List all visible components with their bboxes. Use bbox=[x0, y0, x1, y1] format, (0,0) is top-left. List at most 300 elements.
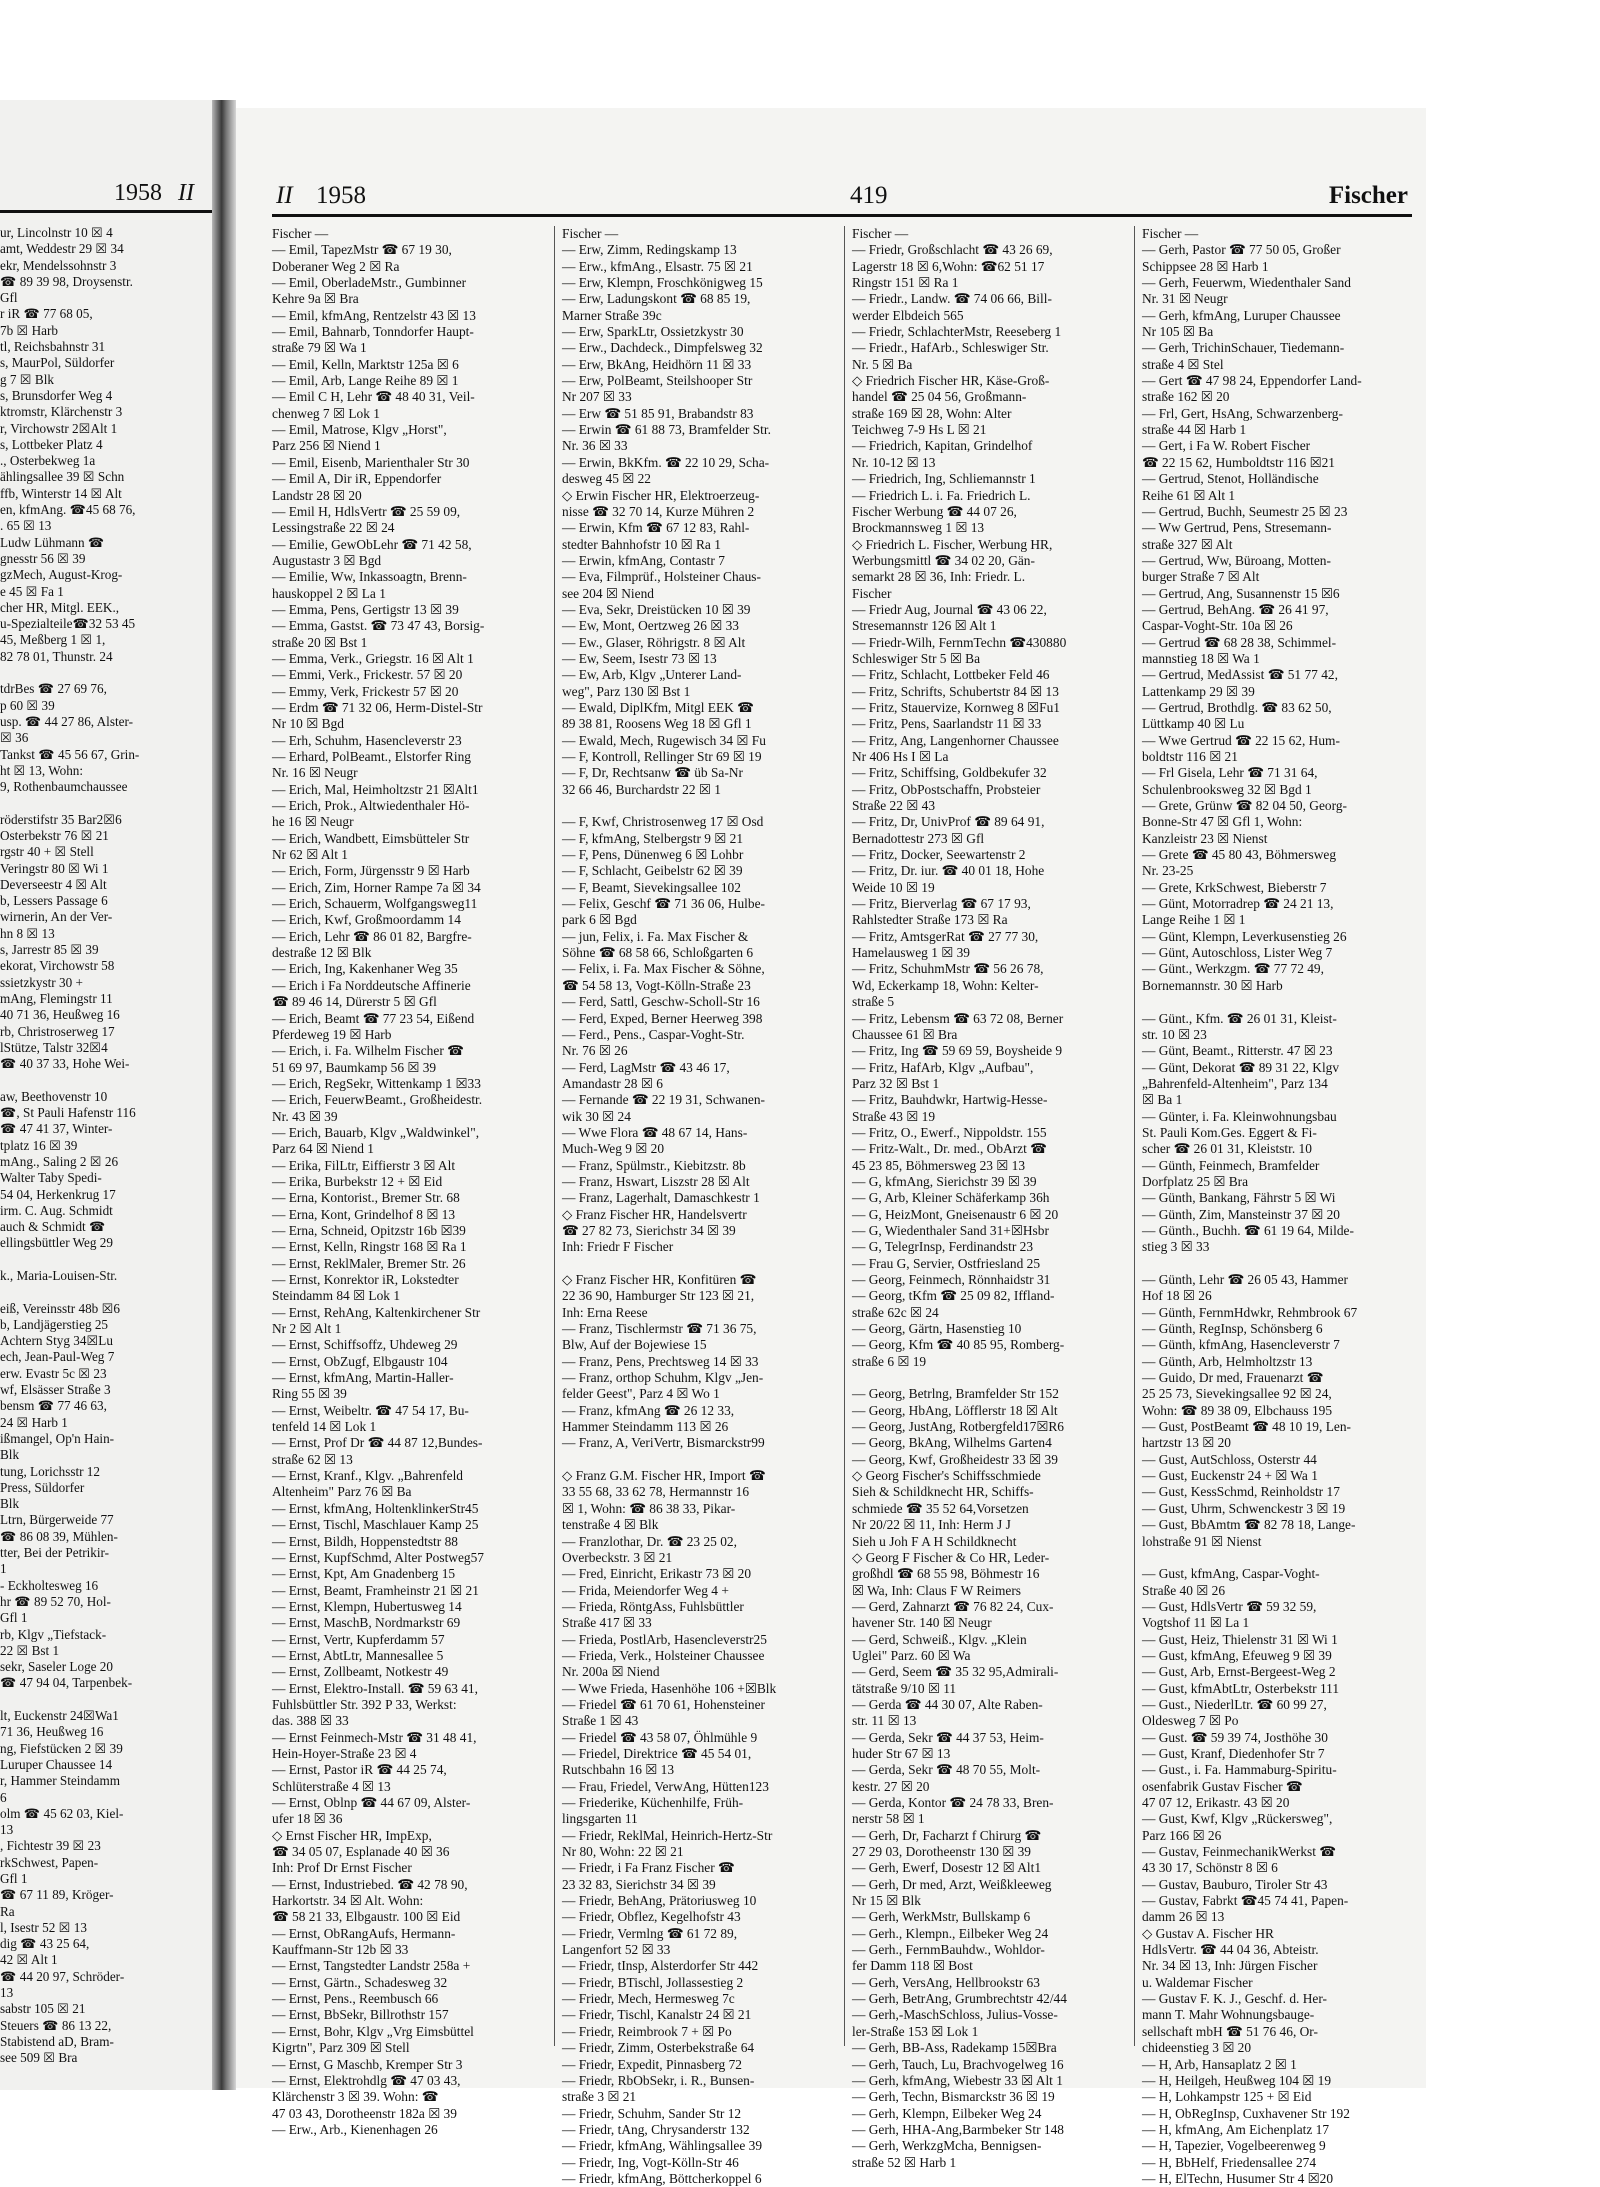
directory-entry: Lagerstr 18 ☒ 6,Wohn: ☎62 51 17 bbox=[852, 258, 1045, 274]
directory-entry: str. 11 ☒ 13 bbox=[852, 1713, 917, 1729]
directory-entry: — Erich, Kwf, Großmoordamm 14 bbox=[272, 912, 461, 928]
column-4 bbox=[1142, 226, 1414, 2186]
directory-entry: — Fritz, Ing ☎ 59 69 59, Boysheide 9 bbox=[852, 1043, 1063, 1059]
directory-entry: — Günter, i. Fa. Kleinwohnungsbau bbox=[1142, 1108, 1337, 1124]
directory-entry: 32 66 46, Burchardstr 22 ☒ 1 bbox=[562, 781, 721, 797]
directory-entry: ◇ Franz Fischer HR, Handelsvertr bbox=[562, 1206, 747, 1222]
directory-entry: he 16 ☒ Neugr bbox=[272, 814, 354, 830]
directory-entry: Nr 406 Hs I ☒ La bbox=[852, 749, 949, 764]
directory-entry: — Gerh, Dr, Facharzt f Chirurg ☎ bbox=[852, 1827, 1042, 1843]
directory-entry: ◇ Friedrich Fischer HR, Käse-Groß- bbox=[852, 373, 1050, 389]
directory-entry: — Gust, Heiz, Thielenstr 31 ☒ Wi 1 bbox=[1142, 1631, 1338, 1647]
directory-entry: Chaussee 61 ☒ Bra bbox=[852, 1026, 958, 1042]
directory-entry: — Erwin, BkKfm. ☎ 22 10 29, Scha- bbox=[562, 454, 770, 470]
directory-entry: Nr 62 ☒ Alt 1 bbox=[272, 847, 348, 863]
directory-entry: — Gertrud, Buchh, Seumestr 25 ☒ 23 bbox=[1142, 503, 1348, 519]
directory-entry: — Gerda ☎ 44 30 07, Alte Raben- bbox=[852, 1696, 1043, 1712]
directory-entry: — Erna, Kont, Grindelhof 8 ☒ 13 bbox=[272, 1206, 456, 1222]
directory-entry: Sieh & Schildknecht HR, Schiffs- bbox=[852, 1484, 1034, 1500]
directory-entry bbox=[562, 1452, 834, 1468]
directory-entry: — Günt, Klempn, Leverkusenstieg 26 bbox=[1142, 928, 1347, 944]
directory-entry: Reihe 61 ☒ Alt 1 bbox=[1142, 487, 1236, 503]
directory-entry: — Ewald, DiplKfm, Mitgl EEK ☎ bbox=[562, 699, 754, 715]
directory-entry: — Ernst, Bohr, Klgv „Vrg Eimsbüttel bbox=[272, 2023, 474, 2039]
directory-entry: — Gerh, Dr med, Arzt, Weißkleeweg bbox=[852, 1876, 1052, 1892]
directory-entry: — Erna, Kontorist., Bremer Str. 68 bbox=[272, 1190, 460, 1206]
directory-entry: — Franz, Pens, Prechtsweg 14 ☒ 33 bbox=[562, 1353, 759, 1369]
directory-entry: — Ernst, Elektrohdlg ☎ 47 03 43, bbox=[272, 2072, 461, 2088]
directory-entry: — Gust, Uhrm, Schwenckestr 3 ☒ 19 bbox=[1142, 1500, 1346, 1516]
directory-entry: — Friedr, Ing, Vogt-Kölln-Str 46 bbox=[562, 2154, 739, 2170]
previous-page-strip bbox=[0, 100, 212, 2090]
directory-entry: — Gertrud, Stenot, Holländische bbox=[1142, 471, 1319, 487]
previous-page-line: hn 8 ☒ 13 bbox=[0, 925, 55, 941]
directory-entry: — F, Schlacht, Geibelstr 62 ☒ 39 bbox=[562, 863, 743, 879]
previous-page-line: Osterbekstr 76 ☒ 21 bbox=[0, 827, 109, 843]
directory-columns bbox=[272, 226, 1412, 2186]
previous-page-line: tter, Bei der Petrikir- bbox=[0, 1545, 110, 1561]
directory-entry: — Ew, Seem, Isestr 73 ☒ 13 bbox=[562, 650, 717, 666]
previous-page-line: wirnerin, An der Ver- bbox=[0, 909, 113, 925]
directory-entry: — Günth, Feinmech, Bramfelder bbox=[1142, 1157, 1320, 1173]
directory-entry: — Gerh, Ewerf, Dosestr 12 ☒ Alt1 bbox=[852, 1860, 1042, 1876]
directory-entry: destraße 12 ☒ Blk bbox=[272, 945, 372, 961]
directory-entry: — Felix, Geschf ☎ 71 36 06, Hulbe- bbox=[562, 896, 766, 912]
previous-page-line: ., Osterbekweg 1a bbox=[0, 453, 96, 469]
directory-entry: — Friedel ☎ 61 70 61, Hohensteiner bbox=[562, 1696, 765, 1712]
previous-page-line: l, Isestr 52 ☒ 13 bbox=[0, 1919, 87, 1935]
directory-entry: — Friedr, kfmAng, Wählingsallee 39 bbox=[562, 2138, 763, 2154]
directory-entry: — Ernst, Vertr, Kupferdamm 57 bbox=[272, 1631, 445, 1647]
previous-page-line: Stabistend aD, Bram- bbox=[0, 2033, 114, 2049]
directory-entry: — Gerd, Seem ☎ 35 32 95,Admirali- bbox=[852, 1664, 1059, 1680]
directory-entry: tenfeld 14 ☒ Lok 1 bbox=[272, 1419, 377, 1435]
directory-entry: Sieh u Joh F A H Schildknecht bbox=[852, 1533, 1017, 1549]
directory-entry: ☎ 27 82 73, Sierichstr 34 ☒ 39 bbox=[562, 1222, 736, 1238]
previous-page-line: - Eckholtesweg 16 bbox=[0, 1577, 99, 1593]
directory-entry: — Friedr-Wilh, FernmTechn ☎430880 bbox=[852, 634, 1067, 650]
directory-entry: — F, Kontroll, Rellinger Str 69 ☒ 19 bbox=[562, 749, 762, 764]
directory-entry: Weide 10 ☒ 19 bbox=[852, 879, 935, 895]
previous-page-line: r, Virchowstr 2☒Alt 1 bbox=[0, 420, 118, 436]
previous-page-line: ☎ 47 94 04, Tarpenbek- bbox=[0, 1675, 133, 1691]
previous-page-line: r, Hammer Steindamm bbox=[0, 1773, 120, 1789]
directory-entry: — Friedel, Direktrice ☎ 45 54 01, bbox=[562, 1745, 752, 1761]
directory-entry: — Günth, Lehr ☎ 26 05 43, Hammer bbox=[1142, 1272, 1348, 1287]
directory-entry: Lüttkamp 40 ☒ Lu bbox=[1142, 716, 1245, 732]
directory-entry: — Erich, Wandbett, Eimsbütteler Str bbox=[272, 830, 470, 846]
directory-entry: Straße 417 ☒ 33 bbox=[562, 1615, 652, 1631]
directory-entry: — Günt, Autoschloss, Lister Weg 7 bbox=[1142, 945, 1333, 961]
directory-entry: — Erich, FeuerwBeamt., Großheidestr. bbox=[272, 1092, 483, 1108]
directory-entry: — Gerd, Schweiß., Klgv. „Klein bbox=[852, 1631, 1027, 1647]
directory-entry: — G, Wiedenthaler Sand 31+☒Hsbr bbox=[852, 1222, 1049, 1238]
directory-page bbox=[236, 108, 1426, 2186]
page-keyword: Fischer bbox=[1328, 182, 1408, 209]
directory-entry: Söhne ☎ 68 58 66, Schloßgarten 6 bbox=[562, 945, 754, 961]
directory-entry: — Gerda, Sekr ☎ 48 70 55, Molt- bbox=[852, 1762, 1041, 1778]
directory-entry: — G, Arb, Kleiner Schäferkamp 36h bbox=[852, 1190, 1050, 1206]
directory-entry: straße 79 ☒ Wa 1 bbox=[272, 340, 367, 356]
previous-page-line: Ltrn, Bürgerweide 77 bbox=[0, 1512, 114, 1528]
directory-entry: Amandastr 28 ☒ 6 bbox=[562, 1075, 663, 1091]
directory-entry: — Erwin, kfmAng, Contastr 7 bbox=[562, 552, 725, 568]
previous-page-line: lt, Euckenstr 24☒Wa1 bbox=[0, 1708, 119, 1724]
directory-entry: 27 29 03, Dorotheenstr 130 ☒ 39 bbox=[852, 1844, 1031, 1860]
directory-entry: Landstr 28 ☒ 20 bbox=[272, 487, 362, 503]
previous-page-line: 22 ☒ Bst 1 bbox=[0, 1642, 60, 1658]
directory-entry: — Ernst, Prof Dr ☎ 44 87 12,Bundes- bbox=[272, 1435, 483, 1451]
directory-entry: — Ernst, Elektro-Install. ☎ 59 63 41, bbox=[272, 1680, 478, 1696]
directory-entry: — H, Arb, Hansaplatz 2 ☒ 1 bbox=[1142, 2056, 1297, 2072]
directory-entry: — Franz, A, VeriVertr, Bismarckstr99 bbox=[562, 1435, 765, 1451]
directory-entry: — Emil, OberladeMstr., Gumbinner bbox=[272, 275, 467, 291]
directory-entry: Nr 105 ☒ Ba bbox=[1142, 324, 1214, 340]
column-3 bbox=[852, 226, 1124, 2170]
directory-entry: Nr. 43 ☒ 39 bbox=[272, 1108, 338, 1124]
directory-entry: — Frieda, PostlArb, Hasencleverstr25 bbox=[562, 1631, 767, 1647]
directory-entry: — Fritz, Bierverlag ☎ 67 17 93, bbox=[852, 896, 1031, 912]
previous-page-line: 7b ☒ Harb bbox=[0, 322, 58, 338]
previous-page-line: Veringstr 80 ☒ Wi 1 bbox=[0, 860, 109, 876]
previous-page-line: Deverseestr 4 ☒ Alt bbox=[0, 876, 107, 892]
directory-entry: — Ew, Mont, Oertzweg 26 ☒ 33 bbox=[562, 618, 740, 634]
directory-entry: — Ernst, G Maschb, Kremper Str 3 bbox=[272, 2056, 463, 2072]
directory-entry: — Gerh, HHA-Ang,Barmbeker Str 148 bbox=[852, 2121, 1064, 2137]
directory-entry: — Emil, kfmAng, Rentzelstr 43 ☒ 13 bbox=[272, 307, 476, 323]
directory-entry: — Ernst, BbSekr, Billrothstr 157 bbox=[272, 2007, 449, 2023]
directory-entry: — Friedr, tAng, Chrysanderstr 132 bbox=[562, 2121, 750, 2137]
column-2 bbox=[562, 226, 834, 2186]
directory-entry: lohstraße 91 ☒ Nienst bbox=[1142, 1533, 1262, 1549]
directory-entry: — Gerh., FernmBauhdw., Wohldor- bbox=[852, 1942, 1045, 1958]
directory-entry: Nr 10 ☒ Bgd bbox=[272, 716, 344, 732]
previous-page-year: 1958 bbox=[114, 180, 162, 206]
previous-page-line: e 45 ☒ Fa 1 bbox=[0, 583, 64, 599]
directory-entry: — Erich, Prok., Altwiedenthaler Hö- bbox=[272, 798, 470, 814]
directory-entry: straße 6 ☒ 19 bbox=[852, 1353, 927, 1369]
directory-entry: — Franz, Hswart, Liszstr 28 ☒ Alt bbox=[562, 1173, 750, 1189]
column-1 bbox=[272, 226, 544, 2137]
directory-entry: — Erwin, Kfm ☎ 67 12 83, Rahl- bbox=[562, 520, 750, 536]
previous-page-volume: II bbox=[178, 180, 194, 206]
previous-page-line: Ludw Lühmann ☎ bbox=[0, 534, 105, 550]
directory-entry: straße 162 ☒ 20 bbox=[1142, 389, 1230, 405]
previous-page-line: lStütze, Talstr 32☒4 bbox=[0, 1039, 108, 1055]
directory-entry: — Friedel ☎ 43 58 07, Öhlmühle 9 bbox=[562, 1729, 758, 1745]
previous-page-line: ech, Jean-Paul-Weg 7 bbox=[0, 1349, 115, 1365]
directory-entry: Parz 166 ☒ 26 bbox=[1142, 1827, 1222, 1843]
directory-entry: — Fred, Einricht, Erikastr 73 ☒ 20 bbox=[562, 1566, 752, 1582]
directory-entry: straße 327 ☒ Alt bbox=[1142, 536, 1233, 552]
directory-entry: — Gerh, TrichinSchauer, Tiedemann- bbox=[1142, 340, 1345, 356]
previous-page-line: en, kfmAng. ☎45 68 76, bbox=[0, 502, 136, 518]
directory-entry: — Ernst Feinmech-Mstr ☎ 31 48 41, bbox=[272, 1729, 477, 1745]
directory-entry: — Emil C H, Lehr ☎ 48 40 31, Veil- bbox=[272, 389, 475, 405]
directory-entry: — Erw, Ladungskont ☎ 68 85 19, bbox=[562, 291, 751, 307]
previous-page-line: olm ☎ 45 62 03, Kiel- bbox=[0, 1805, 124, 1821]
directory-entry: — Ww Gertrud, Pens, Stresemann- bbox=[1142, 520, 1332, 536]
previous-page-line: ellingsbüttler Weg 29 bbox=[0, 1235, 113, 1251]
directory-entry: — Frau G, Servier, Ostfriesland 25 bbox=[852, 1255, 1041, 1271]
volume-number: II bbox=[276, 182, 293, 209]
directory-entry: 23 32 83, Sierichstr 34 ☒ 39 bbox=[562, 1876, 716, 1892]
directory-entry: — Emil H, HdlsVertr ☎ 25 59 09, bbox=[272, 503, 461, 519]
previous-page-line bbox=[0, 1252, 205, 1268]
directory-entry: — Fritz, O., Ewerf., Nippoldstr. 155 bbox=[852, 1124, 1047, 1140]
previous-page-line: s, Brunsdorfer Weg 4 bbox=[0, 387, 113, 403]
directory-entry: — Gertrud, BehAng. ☎ 26 41 97, bbox=[1142, 601, 1329, 617]
previous-page-line: cher HR, Mitgl. EEK., bbox=[0, 599, 120, 615]
directory-entry: — H, ObRegInsp, Cuxhavener Str 192 bbox=[1142, 2105, 1350, 2121]
previous-page-line: ssietzkystr 30 + bbox=[0, 974, 83, 990]
directory-entry: Hammer Steindamm 113 ☒ 26 bbox=[562, 1419, 729, 1435]
directory-entry: — Gerh., Klempn., Eilbeker Weg 24 bbox=[852, 1925, 1049, 1941]
directory-entry: Teichweg 7-9 Hs L ☒ 21 bbox=[852, 422, 987, 438]
directory-entry: Nr. 10-12 ☒ 13 bbox=[852, 454, 936, 470]
directory-entry: — Erich, Ing, Kakenhaner Weg 35 bbox=[272, 961, 458, 977]
directory-entry: straße 62 ☒ 13 bbox=[272, 1451, 353, 1467]
directory-entry: — Friedr., Landw. ☎ 74 06 66, Bill- bbox=[852, 291, 1052, 307]
directory-entry: ◇ Gustav A. Fischer HR bbox=[1142, 1925, 1274, 1941]
directory-entry: Fuhlsbüttler Str. 392 P 33, Werkst: bbox=[272, 1696, 457, 1712]
directory-entry: — Gustav, FeinmechanikWerkst ☎ bbox=[1142, 1844, 1336, 1860]
directory-entry: Inh: Prof Dr Ernst Fischer bbox=[272, 1860, 412, 1876]
directory-entry: — Frl Gisela, Lehr ☎ 71 31 64, bbox=[1142, 765, 1318, 781]
directory-entry bbox=[1142, 1550, 1414, 1566]
directory-entry: — Emil, TapezMstr ☎ 67 19 30, bbox=[272, 242, 452, 258]
directory-entry: — Erich, Beamt ☎ 77 23 54, Eißend bbox=[272, 1010, 475, 1026]
directory-entry: stieg 3 ☒ 33 bbox=[1142, 1239, 1210, 1255]
previous-page-line: erw. Evastr 5c ☒ 23 bbox=[0, 1365, 107, 1381]
directory-entry: — Gert, i Fa W. Robert Fischer bbox=[1142, 438, 1311, 454]
directory-entry: Rutschbahn 16 ☒ 13 bbox=[562, 1762, 675, 1778]
directory-entry: — Ernst, Kpt, Am Gnadenberg 15 bbox=[272, 1566, 456, 1582]
directory-entry: Kauffmann-Str 12b ☒ 33 bbox=[272, 1942, 409, 1958]
directory-entry: — Fritz, Ang, Langenhorner Chaussee bbox=[852, 732, 1059, 748]
previous-page-line: ☎, St Pauli Hafenstr 116 bbox=[0, 1105, 136, 1121]
previous-page-line: Press, Süldorfer bbox=[0, 1479, 85, 1495]
directory-entry: — Wwe Flora ☎ 48 67 14, Hans- bbox=[562, 1124, 748, 1140]
directory-entry: — Gerda, Sekr ☎ 44 37 53, Heim- bbox=[852, 1729, 1044, 1745]
directory-entry: — Eva, Sekr, Dreistücken 10 ☒ 39 bbox=[562, 601, 751, 617]
directory-entry: — Georg, tKfm ☎ 25 09 82, Iffland- bbox=[852, 1288, 1055, 1304]
directory-entry: — Ernst, Kelln, Ringstr 168 ☒ Ra 1 bbox=[272, 1239, 467, 1255]
directory-entry: — H, Tapezier, Vogelbeerenweg 9 bbox=[1142, 2138, 1326, 2154]
directory-entry: — Fritz, Schrifts, Schubertstr 84 ☒ 13 bbox=[852, 683, 1059, 699]
directory-entry: — Ernst, Tischl, Maschlauer Kamp 25 bbox=[272, 1517, 479, 1533]
directory-entry: — Friedrich, Ing, Schliemannstr 1 bbox=[852, 471, 1036, 487]
directory-entry: Straße 40 ☒ 26 bbox=[1142, 1582, 1226, 1598]
directory-entry: 51 69 97, Baumkamp 56 ☒ 39 bbox=[272, 1059, 437, 1075]
directory-entry: — Ernst, MaschB, Nordmarkstr 69 bbox=[272, 1615, 461, 1631]
previous-page-line: p 60 ☒ 39 bbox=[0, 697, 55, 713]
previous-page-line: tplatz 16 ☒ 39 bbox=[0, 1137, 78, 1153]
directory-entry: — Gerh, Tauch, Lu, Brachvogelweg 16 bbox=[852, 2056, 1064, 2072]
directory-entry: — Franzlothar, Dr. ☎ 23 25 02, bbox=[562, 1533, 737, 1549]
directory-entry: kestr. 27 ☒ 20 bbox=[852, 1778, 930, 1794]
directory-entry: — Friedr, Schuhm, Sander Str 12 bbox=[562, 2105, 742, 2121]
directory-entry: Doberaner Weg 2 ☒ Ra bbox=[272, 258, 400, 274]
directory-entry: Schulenbrooksweg 32 ☒ Bgd 1 bbox=[1142, 781, 1312, 797]
directory-entry: — Gerh, WerkMstr, Bullskamp 6 bbox=[852, 1909, 1031, 1925]
directory-entry: Werbungsmittl ☎ 34 02 20, Gän- bbox=[852, 552, 1035, 568]
directory-entry: — Ernst, Bildh, Hoppenstedtstr 88 bbox=[272, 1533, 458, 1549]
directory-entry: — Friedr, Mech, Hermesweg 7c bbox=[562, 1991, 735, 2007]
directory-entry: — Franz, orthop Schuhm, Klgv „Jen- bbox=[562, 1370, 764, 1386]
directory-entry: — Erna, Schneid, Opitzstr 16b ☒39 bbox=[272, 1222, 466, 1238]
directory-entry: ☎ 22 15 62, Humboldtstr 116 ☒21 bbox=[1142, 454, 1335, 470]
previous-page-line: b, Lessers Passage 6 bbox=[0, 893, 108, 909]
directory-entry: — Fritz, Dr, UnivProf ☎ 89 64 91, bbox=[852, 814, 1045, 830]
directory-entry: — Grete ☎ 45 80 43, Böhmersweg bbox=[1142, 847, 1337, 863]
directory-entry: Nr 20/22 ☒ 11, Inh: Herm J J bbox=[852, 1517, 1011, 1533]
directory-entry: — Gertrud, Ang, Susannenstr 15 ☒6 bbox=[1142, 585, 1340, 601]
column-divider bbox=[844, 226, 845, 2046]
directory-entry: — Gust, kfmAbtLtr, Osterbekstr 111 bbox=[1142, 1680, 1340, 1696]
directory-entry: sellschaft mbH ☎ 51 76 46, Or- bbox=[1142, 2023, 1318, 2039]
directory-entry: Bornemannstr. 30 ☒ Harb bbox=[1142, 977, 1283, 993]
directory-entry: — Günt, Beamt., Ritterstr. 47 ☒ 23 bbox=[1142, 1043, 1333, 1059]
directory-entry: weg", Parz 130 ☒ Bst 1 bbox=[562, 683, 691, 699]
directory-entry: — Günth, kfmAng, Hasencleverstr 7 bbox=[1142, 1337, 1340, 1353]
directory-entry: — Fritz, Bauhdwkr, Hartwig-Hesse- bbox=[852, 1092, 1048, 1108]
directory-entry: — Erwin ☎ 61 88 73, Bramfelder Str. bbox=[562, 422, 771, 438]
directory-entry: — Ernst, Gärtn., Schadesweg 32 bbox=[272, 1974, 448, 1990]
directory-entry: Dorfplatz 25 ☒ Bra bbox=[1142, 1173, 1249, 1189]
previous-page-line: 13 bbox=[0, 1985, 14, 2001]
previous-page-line: sabstr 105 ☒ 21 bbox=[0, 2001, 86, 2017]
directory-entry: — Erich, Bauarb, Klgv „Waldwinkel", bbox=[272, 1124, 480, 1140]
directory-entry: — Günth, FernmHdwkr, Rehmbrook 67 bbox=[1142, 1304, 1358, 1320]
directory-entry: straße 62c ☒ 24 bbox=[852, 1304, 939, 1320]
directory-entry: — Günth., Buchh. ☎ 61 19 64, Milde- bbox=[1142, 1222, 1354, 1238]
directory-entry: — Wwe Gertrud ☎ 22 15 62, Hum- bbox=[1142, 732, 1340, 748]
previous-page-line: ng, Fiefstücken 2 ☒ 39 bbox=[0, 1740, 123, 1756]
directory-entry: Hein-Hoyer-Straße 23 ☒ 4 bbox=[272, 1745, 417, 1761]
previous-page-line: Walter Taby Spedi- bbox=[0, 1170, 102, 1186]
directory-entry: Parz 32 ☒ Bst 1 bbox=[852, 1075, 940, 1091]
directory-entry: — Gust, Kranf, Diedenhofer Str 7 bbox=[1142, 1745, 1325, 1761]
directory-entry: Inh: Friedr F Fischer bbox=[562, 1239, 674, 1255]
previous-page-line: irm. C. Aug. Schmidt bbox=[0, 1202, 113, 1218]
page-header bbox=[272, 178, 1412, 217]
directory-entry: tätstraße 9/10 ☒ 11 bbox=[852, 1680, 957, 1696]
directory-entry: hartzstr 13 ☒ 20 bbox=[1142, 1435, 1231, 1451]
previous-page-line: ☎ 47 41 37, Winter- bbox=[0, 1121, 113, 1137]
directory-entry: — Ernst, Schiffsoffz, Uhdeweg 29 bbox=[272, 1337, 458, 1353]
directory-entry: Vogtshof 11 ☒ La 1 bbox=[1142, 1615, 1250, 1631]
previous-page-line: auch & Schmidt ☎ bbox=[0, 1219, 106, 1235]
directory-entry: 22 36 90, Hamburger Str 123 ☒ 21, bbox=[562, 1288, 755, 1304]
directory-entry: Ring 55 ☒ 39 bbox=[272, 1386, 347, 1402]
previous-page-line: 13 bbox=[0, 1822, 14, 1838]
directory-entry: chenweg 7 ☒ Lok 1 bbox=[272, 405, 380, 421]
previous-page-line: 1 bbox=[0, 1561, 7, 1577]
directory-entry: — Fritz, AmtsgerRat ☎ 27 77 30, bbox=[852, 928, 1039, 944]
previous-page-line: Tankst ☎ 45 56 67, Grin- bbox=[0, 746, 140, 762]
directory-entry: — Fritz, HafArb, Klgv „Aufbau", bbox=[852, 1059, 1034, 1075]
directory-entry: Caspar-Voght-Str. 10a ☒ 26 bbox=[1142, 618, 1293, 634]
directory-entry: — Friedr, RbObSekr, i. R., Bunsen- bbox=[562, 2072, 755, 2088]
previous-page-line bbox=[0, 795, 205, 811]
directory-entry: huder Str 67 ☒ 13 bbox=[852, 1745, 951, 1761]
directory-entry: — Frieda, Verk., Holsteiner Chaussee bbox=[562, 1647, 765, 1663]
directory-entry: ◇ Erwin Fischer HR, Elektroerzeug- bbox=[562, 487, 760, 503]
directory-entry: — Erw, PolBeamt, Steilshooper Str bbox=[562, 373, 753, 389]
previous-page-line: ☎ 40 37 33, Hohe Wei- bbox=[0, 1056, 130, 1072]
directory-entry: handel ☎ 25 04 56, Großmann- bbox=[852, 389, 1027, 405]
directory-entry: Wd, Eckerkamp 18, Wohn: Kelter- bbox=[852, 977, 1039, 993]
previous-page-text bbox=[0, 225, 205, 2067]
directory-entry: — Ferd, LagMstr ☎ 43 46 17, bbox=[562, 1059, 730, 1075]
previous-page-line: , Fichtestr 39 ☒ 23 bbox=[0, 1838, 101, 1854]
previous-page-line: Achtern Styg 34☒Lu bbox=[0, 1333, 113, 1349]
directory-entry: Nr. 34 ☒ 13, Inh: Jürgen Fischer bbox=[1142, 1958, 1318, 1974]
column-head: Fischer — bbox=[1142, 226, 1199, 241]
directory-entry: großhdl ☎ 68 55 98, Böhmestr 16 bbox=[852, 1566, 1040, 1582]
previous-page-line: s, Jarrestr 85 ☒ 39 bbox=[0, 942, 99, 958]
previous-page-line: mAng, Flemingstr 11 bbox=[0, 990, 113, 1006]
directory-entry: Nr. 76 ☒ 26 bbox=[562, 1043, 628, 1059]
directory-entry: — Gerh,-MaschSchloss, Julius-Vosse- bbox=[852, 2007, 1058, 2023]
directory-entry: 47 07 12, Erikastr. 43 ☒ 20 bbox=[1142, 1795, 1290, 1810]
directory-entry: — Gust. ☎ 59 39 74, Josthöhe 30 bbox=[1142, 1729, 1328, 1745]
directory-entry: — Friedr, kfmAng, Böttcherkoppel 6 bbox=[562, 2170, 762, 2186]
directory-entry: Schlüterstraße 4 ☒ 13 bbox=[272, 1778, 391, 1794]
directory-entry: — Gerh, Klempn, Eilbeker Weg 24 bbox=[852, 2105, 1042, 2121]
directory-entry: St. Pauli Kom.Ges. Eggert & Fi- bbox=[1142, 1124, 1317, 1140]
directory-entry: — Erich, RegSekr, Wittenkamp 1 ☒33 bbox=[272, 1075, 481, 1091]
directory-entry: u. Waldemar Fischer bbox=[1142, 1974, 1253, 1990]
directory-entry: straße 4 ☒ Stel bbox=[1142, 356, 1224, 372]
previous-page-line: 82 78 01, Thunstr. 24 bbox=[0, 648, 113, 664]
directory-entry: — Erich, Lehr ☎ 86 01 82, Bargfre- bbox=[272, 928, 472, 944]
page-number: 419 bbox=[850, 182, 888, 209]
directory-entry: — Friedr, Obflez, Kegelhofstr 43 bbox=[562, 1909, 741, 1925]
directory-entry: — Ernst, Oblnp ☎ 44 67 09, Alster- bbox=[272, 1795, 471, 1810]
previous-page-line: 54 04, Herkenkrug 17 bbox=[0, 1186, 116, 1202]
directory-entry: straße 44 ☒ Harb 1 bbox=[1142, 422, 1247, 438]
directory-entry: — Fritz, Stauervize, Kornweg 8 ☒Fu1 bbox=[852, 699, 1060, 715]
directory-entry: — Emil, Kelln, Marktstr 125a ☒ 6 bbox=[272, 356, 459, 372]
directory-entry: 45 23 85, Böhmersweg 23 ☒ 13 bbox=[852, 1157, 1026, 1173]
directory-entry: — jun, Felix, i. Fa. Max Fischer & bbox=[562, 928, 749, 944]
previous-page-line: Ra bbox=[0, 1903, 15, 1919]
directory-entry: — Erich, Schauerm, Wolfgangsweg11 bbox=[272, 896, 478, 912]
directory-entry: ☎ 34 05 07, Esplanade 40 ☒ 36 bbox=[272, 1844, 450, 1860]
directory-entry: — Friedr, Zimm, Osterbekstraße 64 bbox=[562, 2040, 755, 2056]
directory-entry: — Georg, BkAng, Wilhelms Garten4 bbox=[852, 1435, 1052, 1451]
directory-entry: — Gust, Arb, Ernst-Bergeest-Weg 2 bbox=[1142, 1664, 1336, 1680]
directory-entry bbox=[562, 1256, 834, 1272]
directory-entry: ◇ Friedrich L. Fischer, Werbung HR, bbox=[852, 536, 1053, 552]
directory-entry: Harkortstr. 34 ☒ Alt. Wohn: bbox=[272, 1893, 424, 1909]
directory-entry: Stresemannstr 126 ☒ Alt 1 bbox=[852, 618, 997, 634]
previous-page-line: Gfl 1 bbox=[0, 1870, 28, 1886]
directory-entry: — Georg, Kfm ☎ 40 85 95, Romberg- bbox=[852, 1337, 1065, 1353]
directory-entry: — Ewald, Mech, Rugewisch 34 ☒ Fu bbox=[562, 732, 766, 748]
directory-entry: straße 5 bbox=[852, 994, 895, 1010]
directory-entry: — Emma, Verk., Griegstr. 16 ☒ Alt 1 bbox=[272, 650, 474, 666]
directory-entry: — Gust, KessSchmd, Reinholdstr 17 bbox=[1142, 1484, 1340, 1500]
directory-entry: nerstr 58 ☒ 1 bbox=[852, 1811, 925, 1827]
directory-entry: nisse ☎ 32 70 14, Kurze Mühren 2 bbox=[562, 503, 755, 519]
directory-entry: — Ernst, Zollbeamt, Notkestr 49 bbox=[272, 1664, 449, 1680]
directory-entry: — F, Beamt, Sievekingsallee 102 bbox=[562, 879, 741, 895]
directory-entry: — G, kfmAng, Sierichstr 39 ☒ 39 bbox=[852, 1173, 1037, 1189]
directory-entry: — H, BbHelf, Friedensallee 274 bbox=[1142, 2154, 1317, 2170]
